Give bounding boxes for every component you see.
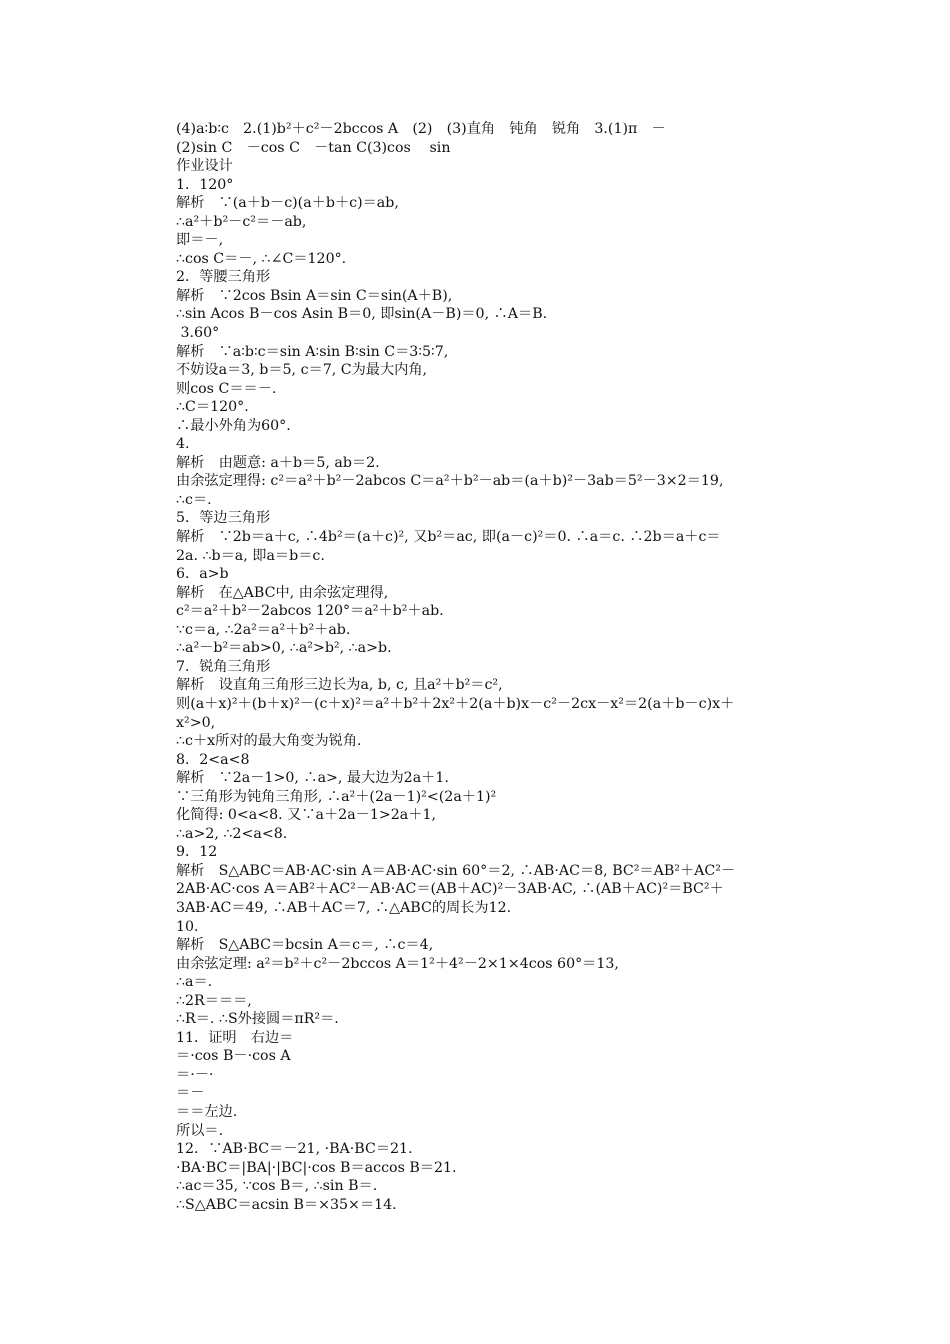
document-line: (4)a∶b∶c 2.(1)b²＋c²－2bccos A (2) (3)直角 钝角 锐角 3.(1)π － (176, 121, 666, 137)
document-line: 2AB·AC·cos A＝AB²＋AC²－AB·AC＝(AB＋AC)²－3AB·AC, ∴(AB＋AC)²＝BC²＋ (176, 881, 724, 898)
document-line: 8．2<a<8 (176, 751, 250, 768)
document-line: 不妨设a＝3, b＝5, c＝7, C为最大内角, (176, 362, 428, 379)
document-line: ＝－ (176, 1085, 205, 1102)
document-line: 6．a>b (176, 566, 229, 583)
document-line: 由余弦定理: a²＝b²＋c²－2bccos A＝1²＋4²－2×1×4cos 60°＝13, (176, 955, 619, 972)
document-line: 解析 S△ABC＝AB·AC·sin A＝AB·AC·sin 60°＝2, ∴AB·AC＝8, BC²＝AB²＋AC²－ (176, 862, 736, 879)
document-line: 所以＝. (176, 1122, 224, 1139)
document-line: ＝·cos B－·cos A (176, 1048, 291, 1065)
document-line: ＝·－· (176, 1066, 214, 1083)
document-line: ∴ac＝35, ∵cos B＝, ∴sin B＝. (176, 1178, 378, 1195)
document-line: ∴cos C＝－, ∴∠C＝120°. (176, 250, 347, 267)
document-line: 则cos C＝＝－. (176, 380, 277, 397)
document-body (176, 120, 816, 1214)
document-line: ∵三角形为钝角三角形, ∴a²＋(2a－1)²<(2a＋1)² (176, 788, 497, 805)
document-line: 9．12 (176, 844, 218, 861)
document-line: ∴a>2, ∴2<a<8. (176, 825, 288, 842)
document-line: ∴c＝. (176, 491, 212, 508)
document-line: 解析 ∵a∶b∶c＝sin A∶sin B∶sin C＝3∶5∶7, (176, 343, 449, 360)
document-line: ∴S△ABC＝acsin B＝×35×＝14. (176, 1196, 397, 1213)
document-line: 作业设计 (176, 158, 233, 175)
document-line: 则(a＋x)²＋(b＋x)²－(c＋x)²＝a²＋b²＋2x²＋2(a＋b)x－c²－2cx－x²＝2(a＋b－c)x＋ (176, 695, 735, 712)
document-line: 解析 ∵(a＋b－c)(a＋b＋c)＝ab, (176, 195, 399, 212)
document-line: 5．等边三角形 (176, 510, 271, 527)
document-line: 10. (176, 918, 199, 935)
document-line: 7．锐角三角形 (176, 658, 271, 675)
document-line: 3AB·AC＝49, ∴AB＋AC＝7, ∴△ABC的周长为12. (176, 899, 512, 916)
document-line: 12．∵AB·BC＝－21, ·BA·BC＝21. (176, 1141, 413, 1158)
document-line: 2a. ∴b＝a, 即a＝b＝c. (176, 547, 325, 564)
document-line: 解析 由题意: a＋b＝5, ab＝2. (176, 454, 380, 471)
document-line: 4. (176, 436, 190, 453)
document-line: ∴a²－b²＝ab>0, ∴a²>b², ∴a>b. (176, 640, 392, 657)
document-line: ∴sin Acos B－cos Asin B＝0, 即sin(A－B)＝0, ∴A＝B. (176, 306, 548, 323)
document-line: 11．证明 右边＝ (176, 1029, 294, 1046)
document-line: 解析 ∵2b＝a＋c, ∴4b²＝(a＋c)², 又b²＝ac, 即(a－c)²＝0. ∴a＝c. ∴2b＝a＋c＝ (176, 529, 721, 546)
document-line: 1．120° (176, 176, 234, 193)
document-line: c²＝a²＋b²－2abcos 120°＝a²＋b²＋ab. (176, 603, 444, 620)
document-line: 由余弦定理得: c²＝a²＋b²－2abcos C＝a²＋b²－ab＝(a＋b)²－3ab＝5²－3×2＝19, (176, 473, 724, 490)
document-line: ∴R＝. ∴S外接圆＝πR²＝. (176, 1011, 339, 1028)
document-line: ∴最小外角为60°. (176, 417, 291, 434)
document-line: ＝＝左边. (176, 1103, 238, 1120)
document-line: ∴2R＝＝＝, (176, 992, 252, 1009)
document-line: x²>0, (176, 714, 216, 731)
document-line: ·BA·BC＝|BA|·|BC|·cos B＝accos B＝21. (176, 1159, 457, 1176)
document-line: 3.60° (176, 325, 220, 342)
document-line: 化简得: 0<a<8. 又∵a＋2a－1>2a＋1, (176, 807, 436, 824)
document-line: 2．等腰三角形 (176, 269, 271, 286)
document-line: (2)sin C －cos C －tan C(3)cos sin (176, 139, 451, 156)
document-line: ∵c＝a, ∴2a²＝a²＋b²＋ab. (176, 621, 351, 638)
document-line: ∴a＝. (176, 974, 213, 991)
document-line: 解析 S△ABC＝bcsin A＝c＝, ∴c＝4, (176, 937, 434, 954)
document-line: 解析 设直角三角形三边长为a, b, c, 且a²＋b²＝c², (176, 677, 503, 694)
document-line: 解析 ∵2a－1>0, ∴a>, 最大边为2a＋1. (176, 770, 449, 787)
document-line: ∴c＋x所对的最大角变为锐角. (176, 733, 362, 750)
document-line: ∴C＝120°. (176, 399, 249, 416)
document-line: 解析 ∵2cos Bsin A＝sin C＝sin(A＋B), (176, 287, 453, 304)
document-line: ∴a²＋b²－c²＝－ab, (176, 213, 307, 230)
document-line: 解析 在△ABC中, 由余弦定理得, (176, 584, 389, 601)
document-line: 即＝－, (176, 232, 224, 249)
